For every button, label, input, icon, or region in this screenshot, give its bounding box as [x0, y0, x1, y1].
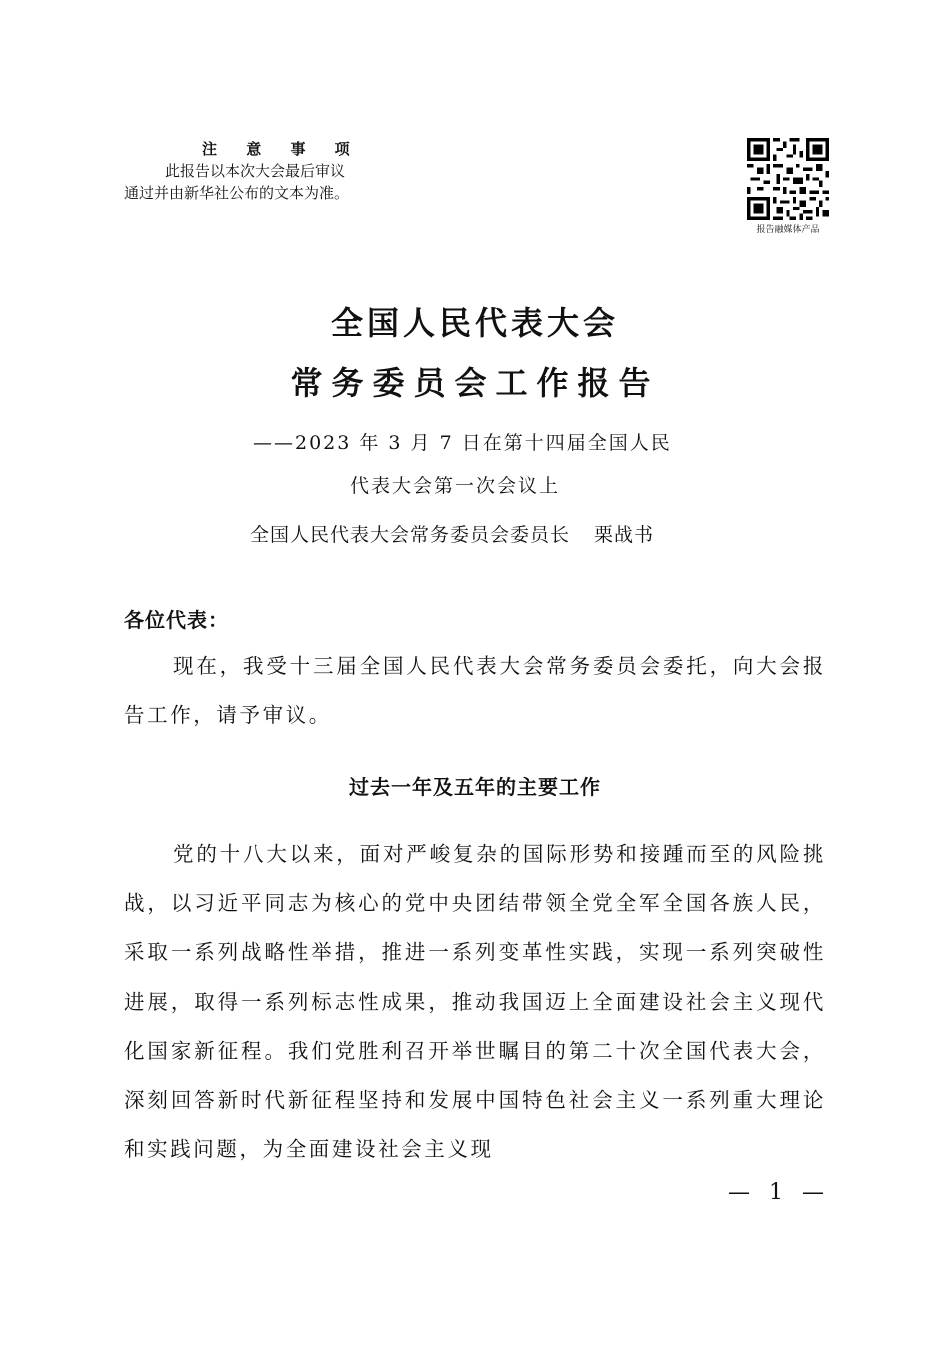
section-heading: 过去一年及五年的主要工作 [349, 775, 601, 799]
notice-block [120, 138, 420, 204]
notice-title: 注 意 事 项 [202, 140, 362, 158]
intro-paragraph: 现在，我受十三届全国人民代表大会常务委员会委托，向大会报告工作，请予审议。 [124, 654, 826, 727]
qr-code-block [745, 138, 831, 235]
speaker-position: 全国人民代表大会常务委员会委员长 [250, 524, 571, 546]
qr-code-icon [747, 138, 829, 220]
notice-text-line: 通过并由新华社公布的文本为准。 [124, 184, 350, 202]
speaker-name: 栗战书 [594, 524, 655, 546]
subtitle-date-line: ——2023 年 3 月 7 日在第十四届全国人民 [253, 432, 672, 454]
notice-text-line: 此报告以本次大会最后审议 [165, 162, 346, 180]
report-title-line2: 常务委员会工作报告 [290, 364, 660, 402]
report-title-line1: 全国人民代表大会 [330, 304, 619, 342]
page-number: — 1 — [728, 1180, 830, 1205]
qr-caption: 报告融媒体产品 [756, 225, 820, 235]
speaker-line [250, 520, 654, 547]
subtitle-meeting-line: 代表大会第一次会议上 [350, 475, 561, 497]
body-paragraph: 党的十八大以来，面对严峻复杂的国际形势和接踵而至的风险挑战，以习近平同志为核心的党中央团结带领全党全军全国各族人民，采取一系列战略性举措，推进一系列变革性实践，实现一系列突破性进展，取得一系列标志性成果，推动我国迈上全面建设社会主义现代化国家新征程。我们党胜利召开举世瞩目的第二十次全国代表大会，深刻回答新时代新征程坚持和发展中国特色社会主义一系列重大理论和实践问题，为全面建设社会主义现 [124, 842, 826, 1162]
salutation: 各位代表： [124, 608, 229, 632]
